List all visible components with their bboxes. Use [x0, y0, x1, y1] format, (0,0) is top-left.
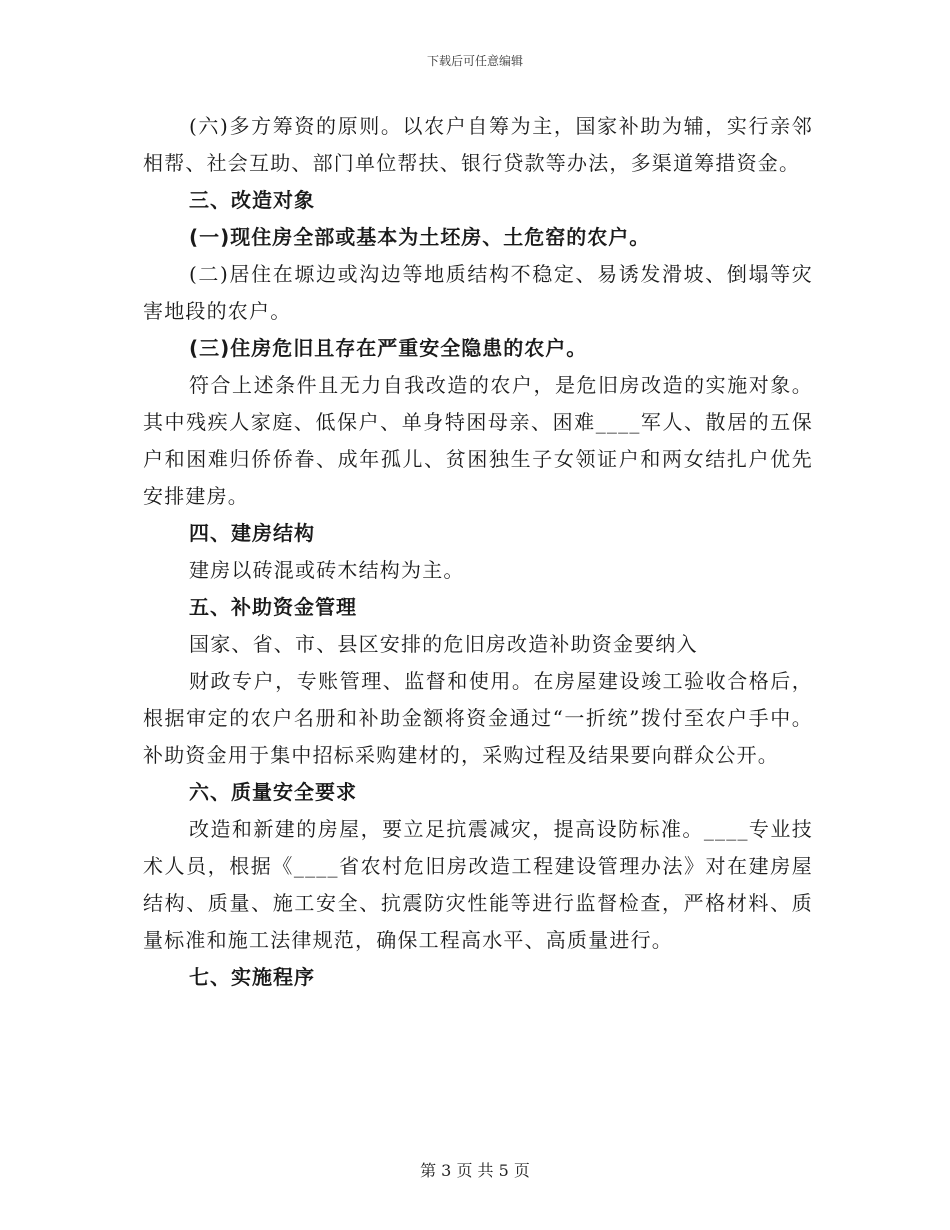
paragraph-funds-detail: 财政专户，专账管理、监督和使用。在房屋建设竣工验收合格后，根据审定的农户名册和补助金额将资金通过“一折统”拨付至农户手中。补助资金用于集中招标采购建材的，采购过程及结果要向群众公开。: [143, 669, 813, 767]
page-number-footer: 第 3 页 共 5 页: [420, 1161, 530, 1180]
document-body: [143, 108, 813, 996]
page-header-note: 下载后可任意编辑: [426, 54, 523, 68]
paragraph-funds-intro: 国家、省、市、县区安排的危旧房改造补助资金要纳入: [189, 632, 698, 656]
section-heading-3: 三、改造对象: [189, 188, 315, 212]
paragraph-quality: 改造和新建的房屋，要立足抗震减灾，提高设防标准。____专业技术人员，根据《____省农村危旧房改造工程建设管理办法》对在建房屋结构、质量、施工安全、抗震防灾性能等进行监督检查，严格材料、质量标准和施工法律规范，确保工程高水平、高质量进行。: [143, 817, 813, 952]
section-heading-6: 六、质量安全要求: [189, 780, 357, 804]
paragraph-principle-six: (六)多方筹资的原则。以农户自筹为主，国家补助为辅，实行亲邻相帮、社会互助、部门单位帮扶、银行贷款等办法，多渠道筹措资金。: [143, 114, 813, 175]
subheading-item-1: (一)现住房全部或基本为土坯房、土危窑的农户。: [189, 225, 651, 249]
section-heading-4: 四、建房结构: [189, 521, 315, 545]
paragraph-eligibility: 符合上述条件且无力自我改造的农户，是危旧房改造的实施对象。其中残疾人家庭、低保户、单身特困母亲、困难____军人、散居的五保户和困难归侨侨眷、成年孤儿、贫困独生子女领证户和两女结扎户优先安排建房。: [143, 373, 813, 508]
section-heading-7: 七、实施程序: [189, 965, 315, 989]
paragraph-structure: 建房以砖混或砖木结构为主。: [189, 558, 465, 582]
subheading-item-3: (三)住房危旧且存在严重安全隐患的农户。: [189, 336, 588, 360]
paragraph-item-2: (二)居住在塬边或沟边等地质结构不稳定、易诱发滑坡、倒塌等灾害地段的农户。: [143, 262, 813, 323]
section-heading-5: 五、补助资金管理: [189, 595, 357, 619]
